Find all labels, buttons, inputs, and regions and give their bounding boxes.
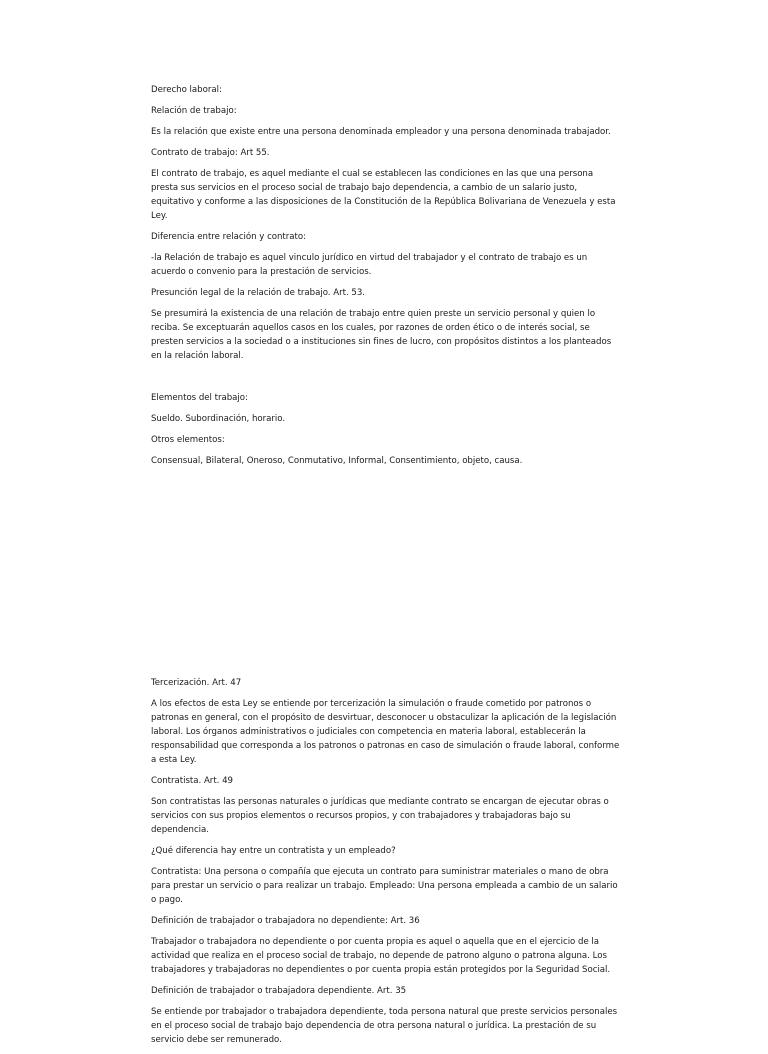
section-tercerizacion xyxy=(151,676,621,1054)
heading-trabajador-no-dependiente: Definición de trabajador o trabajadora no dependiente: Art. 36 xyxy=(151,916,420,926)
heading-derecho-laboral: Derecho laboral: xyxy=(151,85,222,95)
paragraph-presuncion: Se presumirá la existencia de una relación de trabajo entre quien preste un servicio personal y quien lo reciba. Se exceptuarán aquellos casos en los cuales, por razones de orden ético o de interés social, se presten servicios a la sociedad o a instituciones sin fines de lucro, con propósitos distintos a los planteados en la relación laboral. xyxy=(151,309,612,361)
paragraph-contratista: Son contratistas las personas naturales o jurídicas que mediante contrato se encargan de ejecutar obras o servicios con sus propios elementos o recursos propios, y con trabajadores y trabajadoras bajo su dependencia. xyxy=(151,797,609,835)
paragraph-trabajador-dependiente: Se entiende por trabajador o trabajadora dependiente, toda persona natural que preste servicios personales en el proceso social de trabajo bajo dependencia de otra persona natural o jurídica. La prestación de su servicio debe ser remunerado. xyxy=(151,1007,618,1045)
paragraph-elementos: Sueldo. Subordinación, horario. xyxy=(151,414,286,424)
paragraph-trabajador-no-dependiente: Trabajador o trabajadora no dependiente o por cuenta propia es aquel o aquella que en el ejercicio de la actividad que realiza en el proceso social de trabajo, no depende de patrono alguno o patrona alguna. Los trabajadores y trabajadoras no dependientes o por cuenta propia están protegidos por la Seguridad Social. xyxy=(151,937,611,975)
heading-otros-elementos: Otros elementos: xyxy=(151,435,225,445)
heading-elementos-del-trabajo: Elementos del trabajo: xyxy=(151,393,248,403)
paragraph-contratista-vs-empleado: Contratista: Una persona o compañía que ejecuta un contrato para suministrar materiales o mano de obra para prestar un servicio o para realizar un trabajo. Empleado: Una persona empleada a cambio de un salario o pago. xyxy=(151,867,618,905)
heading-relacion-de-trabajo: Relación de trabajo: xyxy=(151,106,237,116)
cut-off-text-line xyxy=(151,1018,451,1024)
heading-tercerizacion: Tercerización. Art. 47 xyxy=(151,678,242,688)
heading-presuncion-legal: Presunción legal de la relación de trabajo. Art. 53. xyxy=(151,288,365,298)
heading-pregunta-diferencia: ¿Qué diferencia hay entre un contratista y un empleado? xyxy=(151,846,396,856)
paragraph-diferencia: -la Relación de trabajo es aquel vinculo jurídico en virtud del trabajador y el contrato de trabajo es un acuerdo o convenio para la prestación de servicios. xyxy=(151,253,588,277)
paragraph-tercerizacion: A los efectos de esta Ley se entiende por tercerización la simulación o fraude cometido por patronos o patronas en general, con el propósito de desvirtuar, desconocer u obstaculizar la aplicación de la legislación laboral. Los órganos administrativos o judiciales con competencia en materia laboral, establecerán la responsabilidad que corresponda a los patronos o patronas en caso de simulación o fraude laboral, conforme a esta Ley. xyxy=(151,699,620,765)
heading-contratista: Contratista. Art. 49 xyxy=(151,776,233,786)
heading-diferencia: Diferencia entre relación y contrato: xyxy=(151,232,307,242)
spacer xyxy=(151,370,621,391)
section-relacion-de-trabajo xyxy=(151,83,621,475)
paragraph-otros-elementos: Consensual, Bilateral, Oneroso, Conmutativo, Informal, Consentimiento, objeto, causa. xyxy=(151,456,523,466)
paragraph-contrato-definicion: El contrato de trabajo, es aquel mediante el cual se establecen las condiciones en las que una persona presta sus servicios en el proceso social de trabajo bajo dependencia, a cambio de un salario justo, equitativo y conforme a las disposiciones de la Constitución de la República Bolivariana de Venezuela y esta Ley. xyxy=(151,169,616,221)
heading-contrato-de-trabajo: Contrato de trabajo: Art 55. xyxy=(151,148,270,158)
heading-trabajador-dependiente: Definición de trabajador o trabajadora dependiente. Art. 35 xyxy=(151,986,407,996)
paragraph-relacion-definicion: Es la relación que existe entre una persona denominada empleador y una persona denominada trabajador. xyxy=(151,127,611,137)
